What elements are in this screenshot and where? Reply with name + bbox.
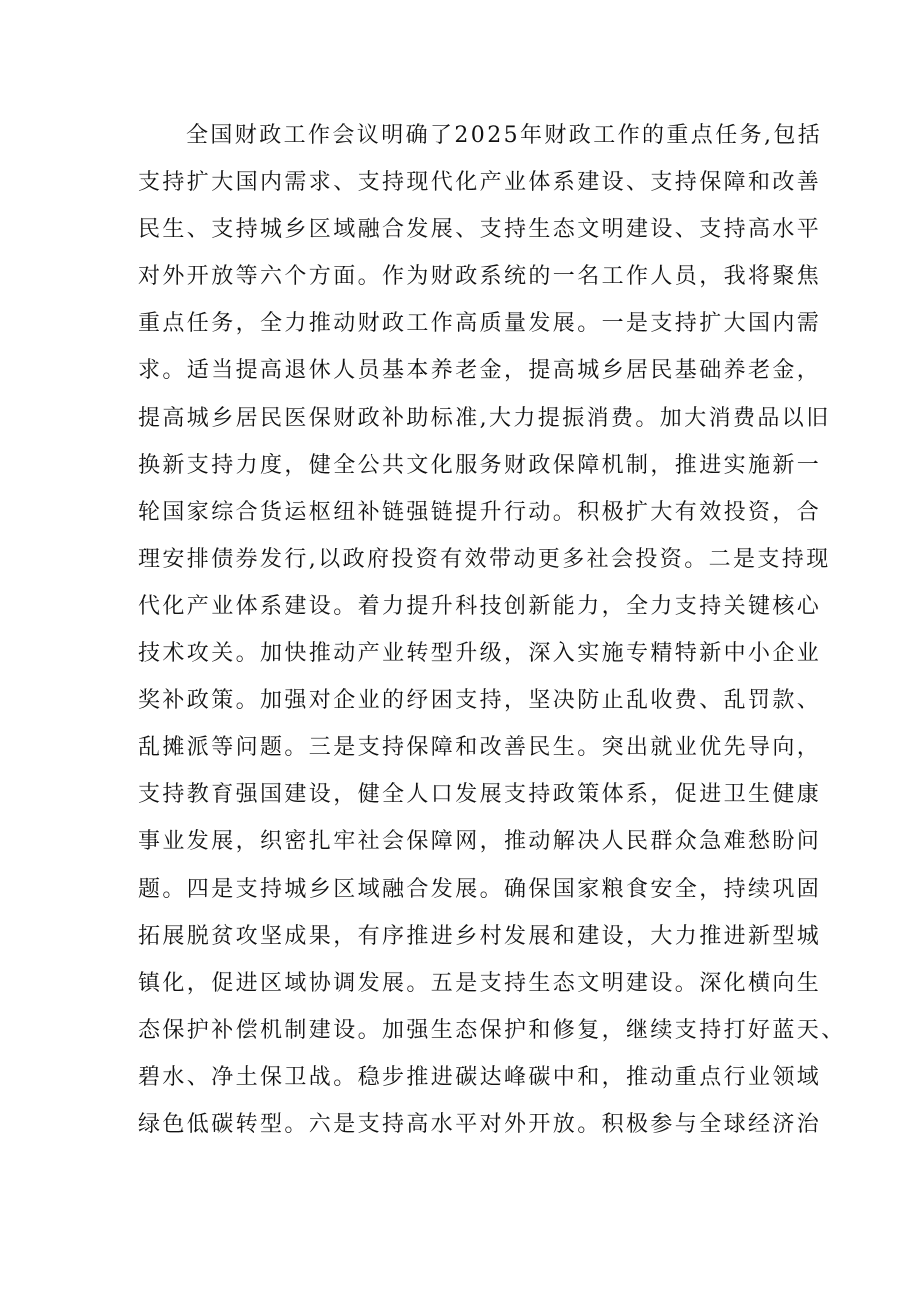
text-line: 技术攻关。加快推动产业转型升级，深入实施专精特新中小企业 [138, 641, 822, 667]
text-line: 民生、支持城乡区域融合发展、支持生态文明建设、支持高水平 [138, 217, 822, 243]
text-line: 态保护补偿机制建设。加强生态保护和修复，继续支持打好蓝天、 [138, 1017, 846, 1043]
text-line: 碧水、净土保卫战。稳步推进碳达峰碳中和，推动重点行业领域 [138, 1064, 822, 1090]
text-line: 支持扩大国内需求、支持现代化产业体系建设、支持保障和改善 [138, 170, 822, 196]
text-line: 支持教育强国建设，健全人口发展支持政策体系，促进卫生健康 [138, 782, 822, 808]
text-line: 事业发展，织密扎牢社会保障网，推动解决人民群众急难愁盼问 [138, 829, 822, 855]
body-paragraph [138, 112, 846, 1148]
text-line: 镇化，促进区域协调发展。五是支持生态文明建设。深化横向生 [138, 970, 822, 996]
text-line: 拓展脱贫攻坚成果，有序推进乡村发展和建设，大力推进新型城 [138, 923, 822, 949]
text-line: 轮国家综合货运枢纽补链强链提升行动。积极扩大有效投资，合 [138, 499, 822, 525]
text-line: 求。适当提高退休人员基本养老金，提高城乡居民基础养老金， [138, 358, 822, 384]
text-line: 绿色低碳转型。六是支持高水平对外开放。积极参与全球经济治 [138, 1111, 822, 1137]
text-line: 理安排债券发行,以政府投资有效带动更多社会投资。二是支持现 [138, 546, 831, 572]
text-line: 代化产业体系建设。着力提升科技创新能力，全力支持关键核心 [138, 593, 822, 619]
text-line: 题。四是支持城乡区域融合发展。确保国家粮食安全，持续巩固 [138, 876, 822, 902]
text-line: 重点任务，全力推动财政工作高质量发展。一是支持扩大国内需 [138, 311, 822, 337]
text-line: 乱摊派等问题。三是支持保障和改善民生。突出就业优先导向， [138, 735, 822, 761]
text-line: 奖补政策。加强对企业的纾困支持，坚决防止乱收费、乱罚款、 [138, 688, 822, 714]
text-line: 提高城乡居民医保财政补助标准,大力提振消费。加大消费品以旧 [138, 405, 831, 431]
text-line: 对外开放等六个方面。作为财政系统的一名工作人员，我将聚焦 [138, 264, 822, 290]
text-line: 全国财政工作会议明确了2025年财政工作的重点任务,包括 [186, 123, 823, 148]
text-line: 换新支持力度，健全公共文化服务财政保障机制，推进实施新一 [138, 452, 822, 478]
